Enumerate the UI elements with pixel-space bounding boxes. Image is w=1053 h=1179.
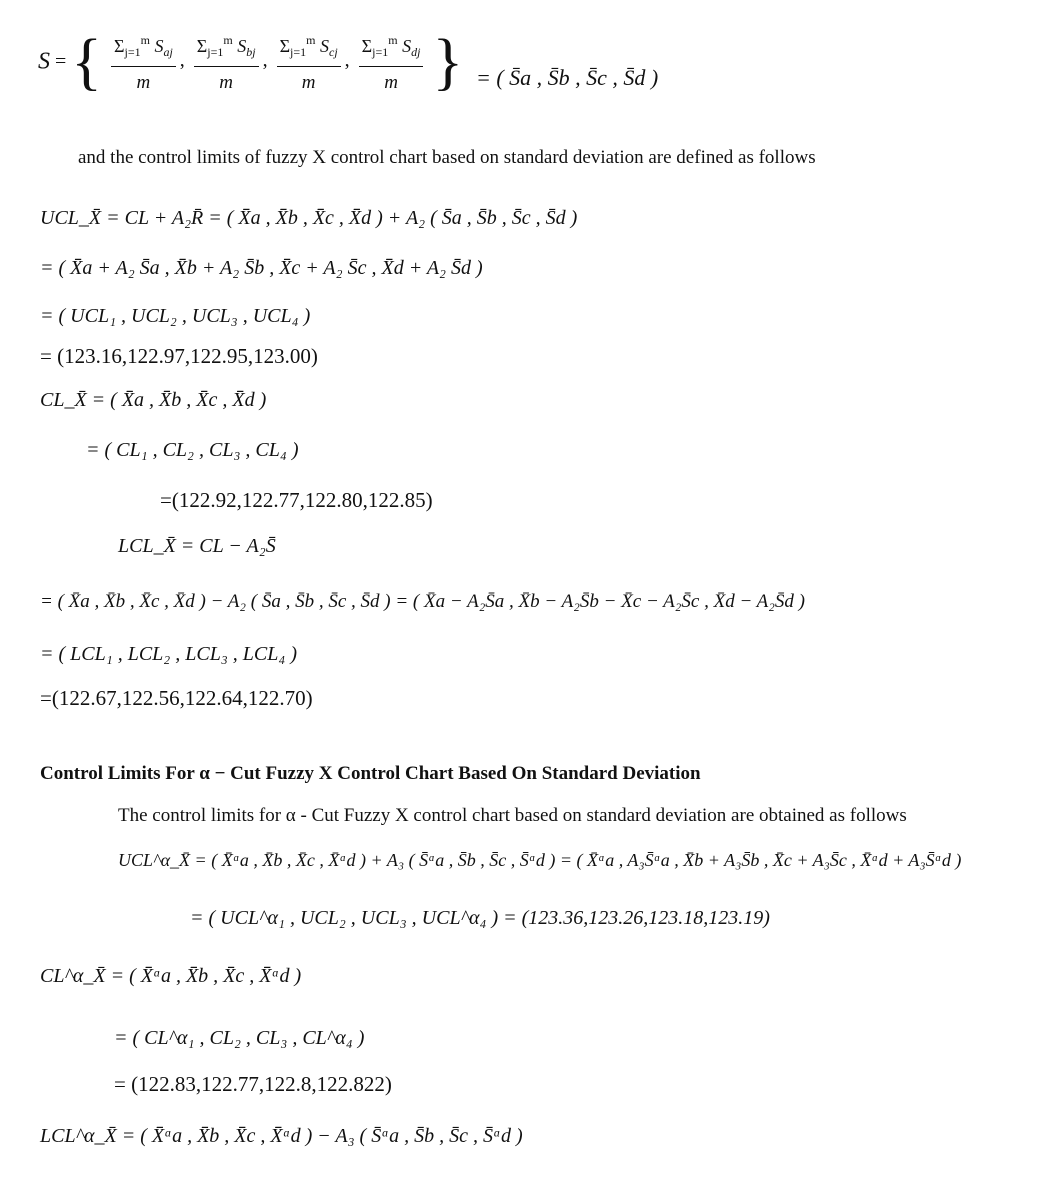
right-brace: } bbox=[432, 25, 464, 97]
lcl-alpha-line-1: LCL^α_X̄ = ( X̄̄ᵅa , X̄̄b , X̄̄c , X̄̄ᵅd ) − A₃ ( S̄ᵅa , S̄b , S̄c , S̄ᵅd ) bbox=[40, 1125, 523, 1147]
equation-s-bar: S = { $\frac{\Sigma_{j=1}^m S_{aj}}{m}$ , $\frac{\Sigma_{j=1}^m S_{bj}}{m}$ , $\frac{\Sigma_{j=1}^m S_{cj}}{m}$ , $\frac{\Sigma_{j=1}^m S_{dj}}{m}$ } bbox=[38, 25, 464, 97]
ucl-alpha-line-2: = ( UCL^α₁ , UCL₂ , UCL₃ , UCL^α₄ ) = (123.36,123.26,123.18,123.19) bbox=[190, 907, 770, 929]
fraction-saj: $\frac{\Sigma_{j=1}^m S_{aj}}{m}$ bbox=[111, 28, 176, 95]
lcl-values: =(122.67,122.56,122.64,122.70) bbox=[40, 686, 313, 710]
lcl-line-1: LCL_X̄ = CL − A₂S̄ bbox=[118, 535, 276, 557]
fraction-sdj: $\frac{\Sigma_{j=1}^m S_{dj}}{m}$ bbox=[359, 28, 424, 95]
lcl-line-3: = ( LCL₁ , LCL₂ , LCL₃ , LCL₄ ) bbox=[40, 643, 297, 665]
lcl-line-2: = ( X̄̄a , X̄̄b , X̄̄c , X̄̄d ) − A₂ ( S̄a , S̄b , S̄c , S̄d ) = ( X̄̄a − A₂S̄a , X̄̄b − A₂S̄b − X̄̄c − A₂S̄c , X̄̄d − A₂S̄d ) bbox=[40, 591, 805, 612]
ucl-line-1: UCL_X̄ = CL + A₂R̄ = ( X̄̄a , X̄̄b , X̄̄c , X̄̄d ) + A₂ ( S̄a , S̄b , S̄c , S̄d ) bbox=[40, 207, 578, 229]
cl-line-2: = ( CL₁ , CL₂ , CL₃ , CL₄ ) bbox=[86, 439, 299, 461]
cl-values: =(122.92,122.77,122.80,122.85) bbox=[160, 488, 433, 512]
alpha-intro-text: The control limits for α - Cut Fuzzy X control chart based on standard deviation are obtained as follows bbox=[118, 805, 907, 826]
left-brace: { bbox=[71, 25, 102, 97]
s-bar-symbol: S bbox=[38, 48, 50, 75]
intro-text: and the control limits of fuzzy X control chart based on standard deviation are defined as follows bbox=[78, 147, 816, 168]
ucl-line-2: = ( X̄̄a + A₂ S̄a , X̄̄b + A₂ S̄b , X̄̄c + A₂ S̄c , X̄̄d + A₂ S̄d ) bbox=[40, 257, 483, 279]
fraction-sbj: $\frac{\Sigma_{j=1}^m S_{bj}}{m}$ bbox=[194, 28, 259, 95]
ucl-line-3: = ( UCL₁ , UCL₂ , UCL₃ , UCL₄ ) bbox=[40, 305, 311, 327]
ucl-values: = (123.16,122.97,122.95,123.00) bbox=[40, 344, 318, 368]
ucl-alpha-line-1: UCL^α_X̄ = ( X̄̄ᵅa , X̄̄b , X̄̄c , X̄̄ᵅd ) + A₃ ( S̄ᵅa , S̄b , S̄c , S̄ᵅd ) = ( X̄̄ᵅa , A₃S̄ᵅa , X̄̄b + A₃S̄b , X̄̄c + A₃S̄c , X̄̄ᵅd + A₃S̄ᵅd ) bbox=[118, 850, 962, 870]
cl-alpha-line-2: = ( CL^α₁ , CL₂ , CL₃ , CL^α₄ ) bbox=[114, 1027, 365, 1049]
cl-alpha-line-1: CL^α_X̄ = ( X̄̄ᵅa , X̄̄b , X̄̄c , X̄̄ᵅd ) bbox=[40, 965, 302, 987]
fraction-scj: $\frac{\Sigma_{j=1}^m S_{cj}}{m}$ bbox=[277, 28, 341, 95]
section-heading: Control Limits For α − Cut Fuzzy X Control Chart Based On Standard Deviation bbox=[40, 763, 701, 784]
cl-alpha-values: = (122.83,122.77,122.8,122.822) bbox=[114, 1072, 392, 1096]
cl-line-1: CL_X̄ = ( X̄̄a , X̄̄b , X̄̄c , X̄̄d ) bbox=[40, 389, 267, 411]
equation-s-rhs: = ( S̄a , S̄b , S̄c , S̄d ) bbox=[476, 65, 659, 90]
